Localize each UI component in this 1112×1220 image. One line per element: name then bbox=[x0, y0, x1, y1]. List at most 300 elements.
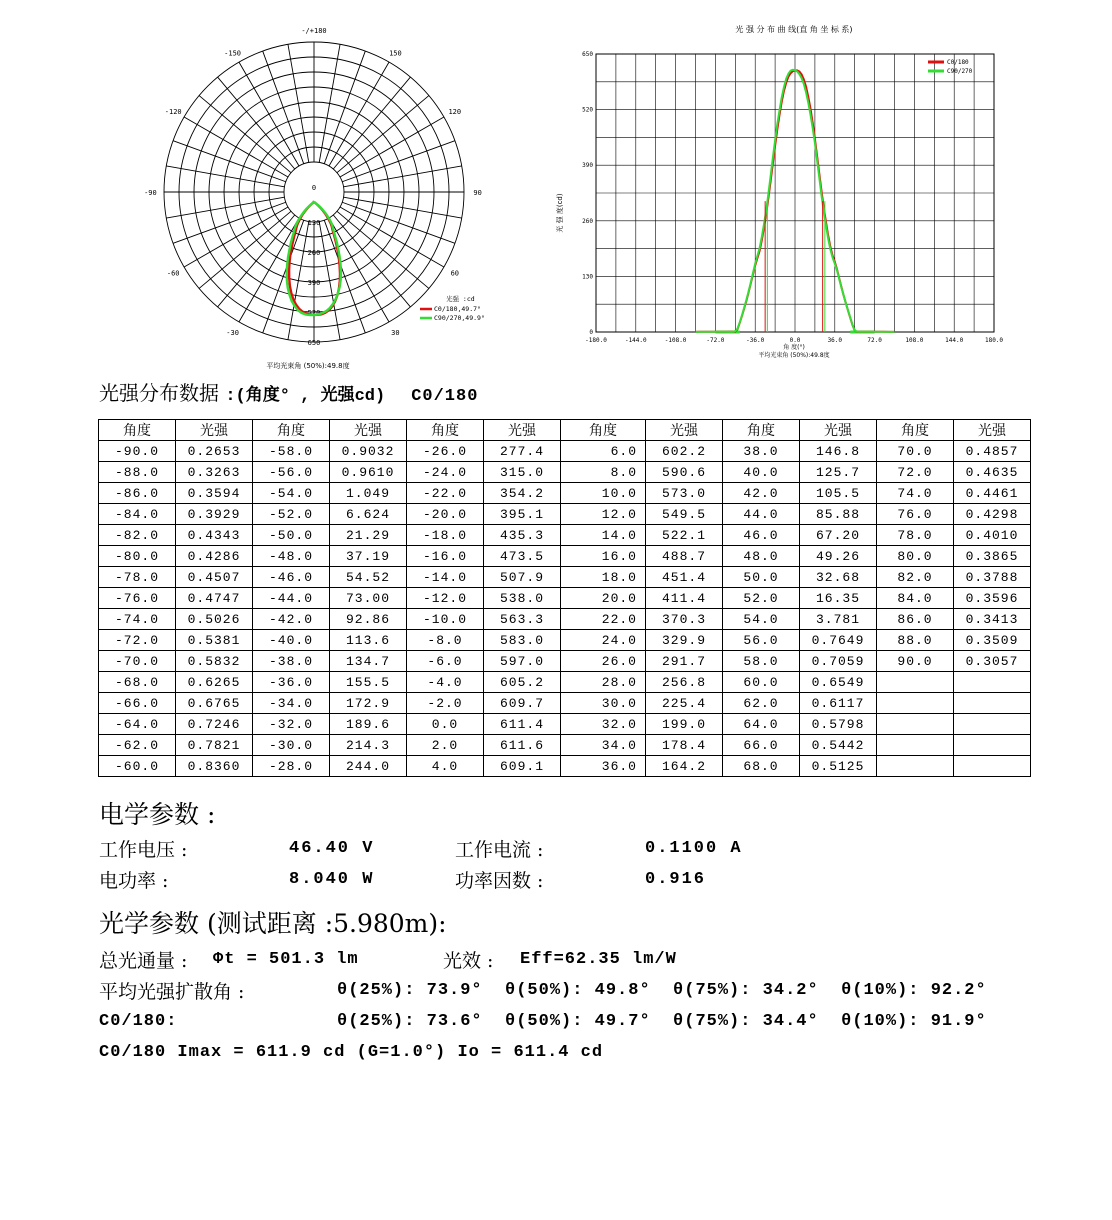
angle-cell: -4.0 bbox=[407, 672, 484, 693]
intensity-cell: 0.3788 bbox=[954, 567, 1031, 588]
intensity-cell: 0.9610 bbox=[330, 462, 407, 483]
intensity-cell: 0.5026 bbox=[176, 609, 253, 630]
angle-cell: -14.0 bbox=[407, 567, 484, 588]
rect-intensity-chart bbox=[548, 18, 1018, 363]
intensity-cell: 189.6 bbox=[330, 714, 407, 735]
table-header-cell: 光强 bbox=[484, 420, 561, 441]
angle-cell bbox=[877, 756, 954, 777]
angle-cell: 76.0 bbox=[877, 504, 954, 525]
intensity-cell: 609.1 bbox=[484, 756, 561, 777]
flux-label: 总光通量 : bbox=[99, 950, 188, 972]
polar-legend bbox=[420, 294, 485, 322]
intensity-cell: 0.4298 bbox=[954, 504, 1031, 525]
angle-cell: -80.0 bbox=[99, 546, 176, 567]
intensity-cell: 0.5125 bbox=[800, 756, 877, 777]
angle-cell: 46.0 bbox=[723, 525, 800, 546]
intensity-cell: 590.6 bbox=[646, 462, 723, 483]
angle-cell: 36.0 bbox=[561, 756, 646, 777]
polar-spoke bbox=[329, 62, 389, 166]
optical-title bbox=[99, 904, 447, 940]
angle-cell: 10.0 bbox=[561, 483, 646, 504]
angle-cell: 80.0 bbox=[877, 546, 954, 567]
intensity-cell: 0.3263 bbox=[176, 462, 253, 483]
intensity-cell: 0.3509 bbox=[954, 630, 1031, 651]
angle-cell: 42.0 bbox=[723, 483, 800, 504]
angle-cell: -52.0 bbox=[253, 504, 330, 525]
table-row bbox=[99, 588, 1031, 609]
voltage-label: 工作电压 : bbox=[99, 839, 188, 861]
table-header-cell: 光强 bbox=[800, 420, 877, 441]
pf-value: 0.916 bbox=[645, 870, 707, 889]
polar-spoke bbox=[173, 141, 286, 182]
intensity-cell: 225.4 bbox=[646, 693, 723, 714]
optical-title-paren: (测试距离 bbox=[206, 909, 317, 938]
angle-cell: 60.0 bbox=[723, 672, 800, 693]
angle-cell: -90.0 bbox=[99, 441, 176, 462]
intensity-cell: 609.7 bbox=[484, 693, 561, 714]
table-row bbox=[99, 714, 1031, 735]
intensity-cell: 611.6 bbox=[484, 735, 561, 756]
angle-cell: 32.0 bbox=[561, 714, 646, 735]
intensity-cell: 92.86 bbox=[330, 609, 407, 630]
polar-angle-label: -120 bbox=[164, 108, 182, 117]
polar-spoke bbox=[333, 77, 410, 169]
intensity-cell: 0.4507 bbox=[176, 567, 253, 588]
intensity-cell: 605.2 bbox=[484, 672, 561, 693]
polar-legend-c0: C0/180,49.7° bbox=[434, 305, 481, 313]
polar-angle-label: -/+180 bbox=[301, 27, 327, 36]
angle-cell: -42.0 bbox=[253, 609, 330, 630]
angle-cell: -84.0 bbox=[99, 504, 176, 525]
angle-cell: 58.0 bbox=[723, 651, 800, 672]
table-row bbox=[99, 651, 1031, 672]
distribution-units: :(角度° , 光强cd) bbox=[225, 387, 386, 406]
optical-title-distance: :5.980m): bbox=[324, 909, 447, 938]
angle-cell: -86.0 bbox=[99, 483, 176, 504]
table-header-cell: 角度 bbox=[253, 420, 330, 441]
angle-cell: -44.0 bbox=[253, 588, 330, 609]
intensity-cell bbox=[954, 756, 1031, 777]
chart-grid bbox=[596, 54, 994, 332]
table-header-cell: 光强 bbox=[954, 420, 1031, 441]
angle-cell: 14.0 bbox=[561, 525, 646, 546]
angle-cell: 30.0 bbox=[561, 693, 646, 714]
polar-spoke bbox=[199, 211, 291, 288]
intensity-cell: 451.4 bbox=[646, 567, 723, 588]
intensity-cell: 6.624 bbox=[330, 504, 407, 525]
angle-cell: 40.0 bbox=[723, 462, 800, 483]
voltage-value: 46.40 V bbox=[289, 839, 375, 858]
intensity-cell: 0.3057 bbox=[954, 651, 1031, 672]
intensity-cell: 507.9 bbox=[484, 567, 561, 588]
angle-cell: 38.0 bbox=[723, 441, 800, 462]
chart-x-tick: 144.0 bbox=[945, 337, 964, 344]
intensity-cell bbox=[954, 693, 1031, 714]
intensity-cell: 1.049 bbox=[330, 483, 407, 504]
intensity-cell: 435.3 bbox=[484, 525, 561, 546]
distribution-title bbox=[99, 377, 478, 406]
chart-y-tick: 260 bbox=[582, 217, 593, 225]
polar-spoke bbox=[288, 44, 309, 162]
angle-cell: 2.0 bbox=[407, 735, 484, 756]
angle-cell: -32.0 bbox=[253, 714, 330, 735]
angle-cell: 12.0 bbox=[561, 504, 646, 525]
table-row bbox=[99, 483, 1031, 504]
chart-y-tick: 130 bbox=[582, 273, 593, 281]
angle-cell: -54.0 bbox=[253, 483, 330, 504]
intensity-cell: 67.20 bbox=[800, 525, 877, 546]
polar-grid bbox=[164, 42, 464, 342]
intensity-cell: 0.4635 bbox=[954, 462, 1031, 483]
polar-ring bbox=[284, 162, 344, 222]
angle-cell: 8.0 bbox=[561, 462, 646, 483]
intensity-cell: 538.0 bbox=[484, 588, 561, 609]
angle-cell: 26.0 bbox=[561, 651, 646, 672]
angle-cell: -24.0 bbox=[407, 462, 484, 483]
angle-cell: -34.0 bbox=[253, 693, 330, 714]
angle-cell: 44.0 bbox=[723, 504, 800, 525]
intensity-cell: 21.29 bbox=[330, 525, 407, 546]
chart-legend-c90: C90/270 bbox=[947, 68, 973, 75]
intensity-cell: 354.2 bbox=[484, 483, 561, 504]
angle-cell: -74.0 bbox=[99, 609, 176, 630]
polar-spoke bbox=[344, 197, 462, 218]
power-value: 8.040 W bbox=[289, 870, 375, 889]
table-row bbox=[99, 630, 1031, 651]
table-row bbox=[99, 441, 1031, 462]
angle-cell: 78.0 bbox=[877, 525, 954, 546]
polar-spoke bbox=[344, 166, 462, 187]
angle-cell: 72.0 bbox=[877, 462, 954, 483]
angle-cell: -82.0 bbox=[99, 525, 176, 546]
chart-x-tick: 108.0 bbox=[905, 337, 924, 344]
angle-cell: -10.0 bbox=[407, 609, 484, 630]
polar-spoke bbox=[184, 117, 288, 177]
table-header-cell: 角度 bbox=[723, 420, 800, 441]
angle-cell: -2.0 bbox=[407, 693, 484, 714]
chart-legend bbox=[928, 59, 973, 75]
angle-cell: -58.0 bbox=[253, 441, 330, 462]
angle-cell: 16.0 bbox=[561, 546, 646, 567]
intensity-cell: 0.5442 bbox=[800, 735, 877, 756]
intensity-cell: 85.88 bbox=[800, 504, 877, 525]
intensity-cell bbox=[954, 672, 1031, 693]
intensity-cell: 329.9 bbox=[646, 630, 723, 651]
intensity-cell: 597.0 bbox=[484, 651, 561, 672]
chart-x-tick: 72.0 bbox=[867, 337, 882, 344]
intensity-cell: 0.7821 bbox=[176, 735, 253, 756]
intensity-cell: 178.4 bbox=[646, 735, 723, 756]
polar-legend-c90: C90/270,49.9° bbox=[434, 314, 485, 322]
intensity-cell: 0.3929 bbox=[176, 504, 253, 525]
chart-y-tick: 0 bbox=[589, 329, 593, 336]
angle-cell: 62.0 bbox=[723, 693, 800, 714]
polar-radial-label: 260 bbox=[307, 249, 321, 257]
angle-cell: -56.0 bbox=[253, 462, 330, 483]
electrical-title: 电学参数 : bbox=[99, 800, 216, 829]
intensity-cell: 0.4343 bbox=[176, 525, 253, 546]
intensity-cell: 0.4010 bbox=[954, 525, 1031, 546]
angle-cell: -48.0 bbox=[253, 546, 330, 567]
intensity-cell: 395.1 bbox=[484, 504, 561, 525]
polar-spoke bbox=[218, 215, 295, 307]
efficacy-label: 光效 : bbox=[443, 950, 494, 972]
polar-spoke bbox=[340, 207, 444, 267]
polar-spoke bbox=[239, 62, 299, 166]
intensity-cell: 164.2 bbox=[646, 756, 723, 777]
angle-cell: -40.0 bbox=[253, 630, 330, 651]
table-row bbox=[99, 672, 1031, 693]
imax-line: C0/180 Imax = 611.9 cd (G=1.0°) Io = 611.4 cd bbox=[99, 1043, 604, 1062]
current-label: 工作电流 : bbox=[455, 839, 544, 861]
angle-cell: -50.0 bbox=[253, 525, 330, 546]
c0-angle-label: C0/180: bbox=[99, 1012, 178, 1031]
polar-spoke bbox=[218, 77, 295, 169]
polar-radial-label: 520 bbox=[307, 309, 321, 317]
intensity-cell: 32.68 bbox=[800, 567, 877, 588]
intensity-cell: 3.781 bbox=[800, 609, 877, 630]
intensity-cell: 583.0 bbox=[484, 630, 561, 651]
polar-footer: 平均光束角 (50%):49.8度 bbox=[266, 362, 350, 370]
angle-cell: 34.0 bbox=[561, 735, 646, 756]
intensity-cell bbox=[954, 714, 1031, 735]
intensity-cell: 49.26 bbox=[800, 546, 877, 567]
intensity-cell: 602.2 bbox=[646, 441, 723, 462]
intensity-cell: 488.7 bbox=[646, 546, 723, 567]
chart-x-tick: -36.0 bbox=[746, 337, 765, 344]
angle-cell: 90.0 bbox=[877, 651, 954, 672]
intensity-cell: 54.52 bbox=[330, 567, 407, 588]
angle-cell bbox=[877, 735, 954, 756]
chart-x-tick: 180.0 bbox=[984, 337, 1004, 344]
chart-x-tick: 0.0 bbox=[789, 337, 801, 344]
angle-cell: 18.0 bbox=[561, 567, 646, 588]
angle-cell: -38.0 bbox=[253, 651, 330, 672]
chart-tick-labels bbox=[582, 51, 1003, 344]
polar-radial-label: 130 bbox=[307, 219, 321, 227]
angle-cell: 22.0 bbox=[561, 609, 646, 630]
angle-cell: -60.0 bbox=[99, 756, 176, 777]
intensity-cell: 214.3 bbox=[330, 735, 407, 756]
polar-angle-label: 90 bbox=[473, 188, 482, 197]
table-body bbox=[99, 441, 1031, 777]
polar-spoke bbox=[324, 220, 365, 333]
optical-title-cn: 光学参数 bbox=[99, 909, 200, 938]
intensity-cell: 0.7059 bbox=[800, 651, 877, 672]
intensity-cell: 0.6549 bbox=[800, 672, 877, 693]
intensity-cell: 411.4 bbox=[646, 588, 723, 609]
polar-radial-label: 390 bbox=[307, 279, 321, 287]
intensity-cell: 172.9 bbox=[330, 693, 407, 714]
intensity-cell: 522.1 bbox=[646, 525, 723, 546]
angle-cell: -16.0 bbox=[407, 546, 484, 567]
polar-spoke bbox=[340, 117, 444, 177]
polar-spoke bbox=[337, 211, 429, 288]
angle-cell: -22.0 bbox=[407, 483, 484, 504]
efficacy-value: Eff=62.35 lm/W bbox=[520, 950, 677, 969]
chart-y-tick: 650 bbox=[582, 51, 593, 58]
table-row bbox=[99, 525, 1031, 546]
intensity-cell: 0.6265 bbox=[176, 672, 253, 693]
polar-spoke bbox=[263, 220, 304, 333]
angle-cell: 54.0 bbox=[723, 609, 800, 630]
angle-cell: 50.0 bbox=[723, 567, 800, 588]
flux-value: Φt = 501.3 lm bbox=[213, 950, 359, 969]
power-label: 电功率 : bbox=[99, 870, 169, 892]
angle-cell: 4.0 bbox=[407, 756, 484, 777]
intensity-cell: 0.5798 bbox=[800, 714, 877, 735]
intensity-cell: 0.5381 bbox=[176, 630, 253, 651]
chart-x-tick: 36.0 bbox=[827, 337, 843, 344]
angle-cell: -26.0 bbox=[407, 441, 484, 462]
table-row bbox=[99, 756, 1031, 777]
angle-cell: 88.0 bbox=[877, 630, 954, 651]
intensity-cell: 315.0 bbox=[484, 462, 561, 483]
table-header-cell: 光强 bbox=[330, 420, 407, 441]
angle-cell bbox=[877, 672, 954, 693]
angle-cell: -28.0 bbox=[253, 756, 330, 777]
intensity-cell: 573.0 bbox=[646, 483, 723, 504]
polar-angle-label: 120 bbox=[448, 108, 462, 117]
polar-angle-label: 60 bbox=[450, 269, 460, 278]
polar-angle-label: -90 bbox=[144, 188, 157, 197]
intensity-cell: 125.7 bbox=[800, 462, 877, 483]
table-row bbox=[99, 546, 1031, 567]
angle-cell: -18.0 bbox=[407, 525, 484, 546]
table-row bbox=[99, 609, 1031, 630]
chart-xlabel: 角 度(°) bbox=[783, 344, 805, 351]
intensity-cell bbox=[954, 735, 1031, 756]
table-row bbox=[99, 504, 1031, 525]
angle-cell: 68.0 bbox=[723, 756, 800, 777]
intensity-cell: 0.4857 bbox=[954, 441, 1031, 462]
polar-radial-label: 0 bbox=[311, 184, 317, 192]
angle-cell: -78.0 bbox=[99, 567, 176, 588]
table-header-cell: 角度 bbox=[561, 420, 646, 441]
distribution-table bbox=[98, 419, 1031, 777]
chart-x-tick: -144.0 bbox=[624, 337, 647, 344]
angle-cell: 66.0 bbox=[723, 735, 800, 756]
chart-x-tick: -180.0 bbox=[585, 337, 607, 344]
intensity-cell: 244.0 bbox=[330, 756, 407, 777]
angle-cell: 56.0 bbox=[723, 630, 800, 651]
intensity-cell: 0.6117 bbox=[800, 693, 877, 714]
chart-x-tick: -108.0 bbox=[664, 337, 687, 344]
polar-angle-label: -150 bbox=[224, 49, 242, 58]
current-value: 0.1100 A bbox=[645, 839, 743, 858]
pf-label: 功率因数 : bbox=[455, 870, 544, 892]
angle-cell: 0.0 bbox=[407, 714, 484, 735]
polar-intensity-diagram bbox=[130, 22, 500, 372]
intensity-cell: 549.5 bbox=[646, 504, 723, 525]
angle-cell: 28.0 bbox=[561, 672, 646, 693]
intensity-cell: 0.3596 bbox=[954, 588, 1031, 609]
table-header-cell: 角度 bbox=[877, 420, 954, 441]
intensity-cell: 291.7 bbox=[646, 651, 723, 672]
chart-y-tick: 520 bbox=[582, 106, 593, 114]
distribution-title-text: 光强分布数据 bbox=[99, 381, 219, 405]
angle-cell: -66.0 bbox=[99, 693, 176, 714]
intensity-cell: 0.5832 bbox=[176, 651, 253, 672]
angle-cell: -68.0 bbox=[99, 672, 176, 693]
angle-cell: 74.0 bbox=[877, 483, 954, 504]
polar-spoke bbox=[329, 218, 389, 322]
chart-ylabel: 光 强 度(cd) bbox=[556, 193, 564, 233]
angle-cell: 70.0 bbox=[877, 441, 954, 462]
intensity-cell: 370.3 bbox=[646, 609, 723, 630]
polar-spoke bbox=[337, 96, 429, 173]
polar-angle-label: 30 bbox=[391, 328, 400, 337]
table-row bbox=[99, 462, 1031, 483]
polar-spoke bbox=[173, 202, 286, 243]
table-row bbox=[99, 567, 1031, 588]
intensity-cell: 0.7649 bbox=[800, 630, 877, 651]
polar-spoke bbox=[342, 141, 455, 182]
polar-legend-title: 光强 :cd bbox=[446, 295, 475, 303]
avg-angle-values: θ(25%): 73.9° θ(50%): 49.8° θ(75%): 34.2° θ(10%): 92.2° bbox=[337, 981, 987, 1000]
angle-cell: 20.0 bbox=[561, 588, 646, 609]
angle-cell: -64.0 bbox=[99, 714, 176, 735]
table-header-cell: 角度 bbox=[407, 420, 484, 441]
angle-cell: -76.0 bbox=[99, 588, 176, 609]
table-header-cell: 角度 bbox=[99, 420, 176, 441]
polar-spoke bbox=[263, 51, 304, 164]
intensity-cell: 0.4461 bbox=[954, 483, 1031, 504]
polar-spoke bbox=[166, 197, 284, 218]
intensity-cell: 0.4286 bbox=[176, 546, 253, 567]
angle-cell: -88.0 bbox=[99, 462, 176, 483]
intensity-cell: 0.3594 bbox=[176, 483, 253, 504]
polar-angle-label: 150 bbox=[389, 49, 402, 58]
intensity-cell: 16.35 bbox=[800, 588, 877, 609]
angle-cell: -72.0 bbox=[99, 630, 176, 651]
angle-cell: 86.0 bbox=[877, 609, 954, 630]
intensity-cell: 0.3413 bbox=[954, 609, 1031, 630]
intensity-cell: 563.3 bbox=[484, 609, 561, 630]
c0-angle-values: θ(25%): 73.6° θ(50%): 49.7° θ(75%): 34.4° θ(10%): 91.9° bbox=[337, 1012, 987, 1031]
angle-cell: 24.0 bbox=[561, 630, 646, 651]
intensity-cell: 611.4 bbox=[484, 714, 561, 735]
angle-cell: -30.0 bbox=[253, 735, 330, 756]
angle-cell bbox=[877, 693, 954, 714]
angle-cell: 84.0 bbox=[877, 588, 954, 609]
intensity-cell: 277.4 bbox=[484, 441, 561, 462]
polar-spoke bbox=[342, 202, 455, 243]
intensity-cell: 37.19 bbox=[330, 546, 407, 567]
polar-angle-label: -30 bbox=[226, 328, 239, 337]
polar-angle-label: -60 bbox=[166, 269, 180, 278]
chart-footer: 平均光束角 (50%):49.8度 bbox=[758, 352, 830, 359]
polar-spoke bbox=[199, 96, 291, 173]
intensity-cell: 0.8360 bbox=[176, 756, 253, 777]
intensity-cell: 0.3865 bbox=[954, 546, 1031, 567]
polar-spoke bbox=[333, 215, 410, 307]
table-header-row bbox=[99, 420, 1031, 441]
angle-cell: 52.0 bbox=[723, 588, 800, 609]
table-row bbox=[99, 735, 1031, 756]
intensity-cell: 113.6 bbox=[330, 630, 407, 651]
chart-title: 光 强 分 布 曲 线(直 角 坐 标 系) bbox=[735, 25, 853, 34]
intensity-cell: 0.7246 bbox=[176, 714, 253, 735]
table-header-cell: 光强 bbox=[646, 420, 723, 441]
intensity-cell: 155.5 bbox=[330, 672, 407, 693]
table-row bbox=[99, 693, 1031, 714]
polar-radial-label: 650 bbox=[307, 339, 321, 347]
angle-cell: -62.0 bbox=[99, 735, 176, 756]
angle-cell: 82.0 bbox=[877, 567, 954, 588]
angle-cell: -20.0 bbox=[407, 504, 484, 525]
chart-legend-c0: C0/180 bbox=[947, 59, 969, 66]
